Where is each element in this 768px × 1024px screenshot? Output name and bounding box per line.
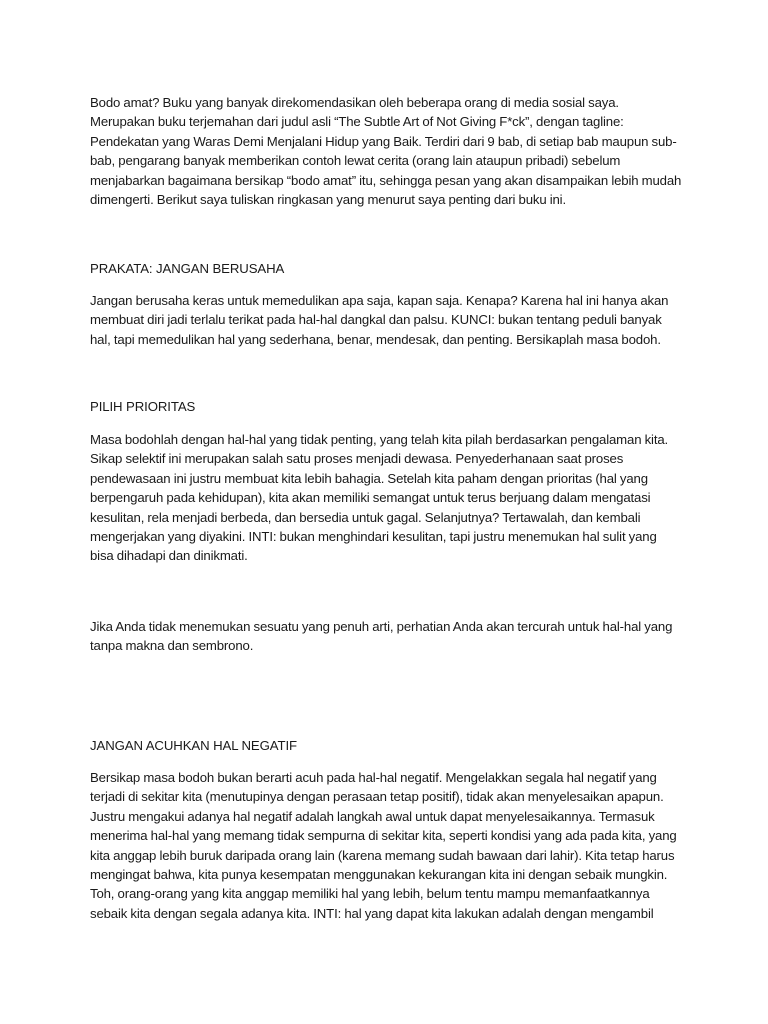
paragraph-hal-negatif: Bersikap masa bodoh bukan berarti acuh pada hal-hal negatif. Mengelakkan segala hal negatif yang terjadi di sekitar kita (menutupinya dengan perasaan tetap positif), tidak akan menyelesaikan apapun. Justru mengakui adanya hal negatif adalah langkah awal untuk dapat menyelesaikannya. Termasuk menerima hal-hal yang memang tidak sempurna di sekitar kita, seperti kondisi yang ada pada kita, yang kita anggap lebih buruk daripada orang lain (karena memang sudah bawaan dari lahir). Kita tetap harus mengingat bahwa, kita punya kesempatan menggunakan kekurangan kita ini dengan sebaik mungkin. Toh, orang-orang yang kita anggap memiliki hal yang lebih, belum tentu mampu memanfaatkannya sebaik kita dengan segala adanya kita. INTI: hal yang dapat kita lakukan adalah dengan mengambil — [90, 770, 677, 921]
paragraph-prakata: Jangan berusaha keras untuk memedulikan apa saja, kapan saja. Kenapa? Karena hal ini hanya akan membuat diri jadi terlalu terikat pada hal-hal dangkal dan palsu. KUNCI: bukan tentang peduli banyak hal, tapi memedulikan hal yang sederhana, benar, mendesak, dan penting. Bersikaplah masa bodoh. — [90, 293, 669, 347]
paragraph-pilih-prioritas: Masa bodohlah dengan hal-hal yang tidak penting, yang telah kita pilah berdasarkan pengalaman kita. Sikap selektif ini merupakan salah satu proses menjadi dewasa. Penyederhanaan saat proses pendewasaan ini justru membuat kita lebih bahagia. Setelah kita paham dengan prioritas (hal yang berpengaruh pada kehidupan), kita akan memiliki semangat untuk terus berjuang dalam mengatasi kesulitan, rela menjadi berbeda, dan bersedia untuk gagal. Selanjutnya? Tertawalah, dan kembali mengerjakan yang diyakini. INTI: bukan menghindari kesulitan, tapi justru menemukan hal sulit yang bisa dihadapi dan dinikmati. — [90, 432, 669, 564]
heading-prakata: PRAKATA: JANGAN BERUSAHA — [90, 261, 285, 276]
heading-hal-negatif: JANGAN ACUHKAN HAL NEGATIF — [90, 738, 297, 753]
heading-pilih-prioritas: PILIH PRIORITAS — [90, 399, 196, 414]
paragraph-arti: Jika Anda tidak menemukan sesuatu yang penuh arti, perhatian Anda akan tercurah untuk hal-hal yang tanpa makna dan sembrono. — [90, 619, 673, 654]
intro-paragraph: Bodo amat? Buku yang banyak direkomendasikan oleh beberapa orang di media sosial saya. Merupakan buku terjemahan dari judul asli “The Subtle Art of Not Giving F*ck”, dengan tagline: Pendekatan yang Waras Demi Menjalani Hidup yang Baik. Terdiri dari 9 bab, di setiap bab maupun sub-bab, pengarang banyak memberikan contoh lewat cerita (orang lain ataupun pribadi) sebelum menjabarkan bagaimana bersikap “bodo amat” itu, sehingga pesan yang akan disampaikan lebih mudah dimengerti. Berikut saya tuliskan ringkasan yang menurut saya penting dari buku ini. — [90, 95, 682, 208]
